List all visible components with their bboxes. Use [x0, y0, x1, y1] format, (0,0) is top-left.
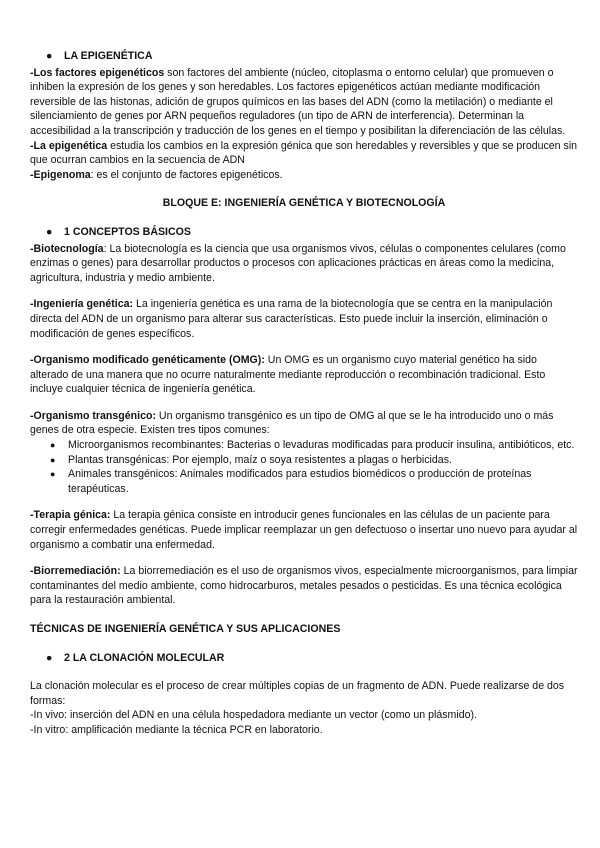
term: -Organismo modificado genéticamente (OMG): — [30, 354, 265, 367]
definition: La biorremediación es el uso de organismos vivos, especialmente microorganismos, para limpiar contaminantes del medio ambiente, como hidrocarburos, metales pesados o pesticidas. Es una técnica ecológica para la restauración ambiental. — [30, 565, 578, 607]
definition: son factores del ambiente (núcleo, citoplasma o entorno celular) que promueven o inhiben la expresión de los genes y son heredables. Los factores epigenéticos actúan mediante modificación reversible de las histonas, adición de grupos químicos en las bases del ADN (como la metilación) o mediante el silenciamiento de genes por ARN pequeños reguladores (un tipo de ARN de interferencia). Determinan la accesibilidad a la transcripción y traducción de los genes en el tiempo y posibilitan la diferenciación de las células. — [30, 66, 566, 137]
paragraph-factores-epigeneticos — [30, 66, 578, 139]
term: -Biorremediación: — [30, 565, 121, 578]
paragraph-biorremediacion — [30, 564, 578, 608]
paragraph-biotecnologia — [30, 242, 578, 286]
list-item: ● Animales transgénicos: Animales modificados para estudios biomédicos o producción de proteínas terapéuticas. — [50, 467, 578, 496]
paragraph-organismo-transgenico — [30, 409, 578, 438]
definition: estudia los cambios en la expresión génica que son heredables y reversibles y que se producen sin que ocurran cambios en la secuencia de ADN — [30, 139, 578, 167]
paragraph-in-vitro: -In vitro: amplificación mediante la técnica PCR en laboratorio. — [30, 723, 323, 736]
section-title-tecnicas: TÉCNICAS DE INGENIERÍA GENÉTICA Y SUS APLICACIONES — [30, 623, 341, 635]
paragraph-clonacion-intro: La clonación molecular es el proceso de crear múltiples copias de un fragmento de ADN. Puede realizarse de dos formas: — [30, 680, 565, 707]
definition: Un OMG es un organismo cuyo material genético ha sido alterado de una manera que no ocurre naturalmente mediante reproducción o recombinación tradicional. Esto incluye cualquier técnica de ingeniería genética. — [30, 354, 546, 396]
heading-clonacion-molecular — [46, 651, 578, 666]
definition: Un organismo transgénico es un tipo de OMG al que se le ha introducido uno o más genes de otra especie. Existen tres tipos comunes: — [30, 409, 554, 437]
paragraph-epigenoma — [30, 168, 578, 183]
term: -Epigenoma — [30, 168, 91, 181]
list-item: ● Microorganismos recombinantes: Bacterias o levaduras modificadas para producir insulina, antibióticos, etc. — [50, 438, 578, 453]
term: -Ingeniería genética: — [30, 298, 134, 311]
list-item: ● Plantas transgénicas: Por ejemplo, maíz o soya resistentes a plagas o herbicidas. — [50, 453, 578, 468]
paragraph-omg — [30, 353, 578, 397]
definition: La ingeniería genética es una rama de la biotecnología que se centra en la manipulación directa del ADN de un organismo para alterar sus características. Esto puede incluir la inserción, eliminación o modificación de genes específicos. — [30, 298, 553, 340]
paragraph-ingenieria-genetica — [30, 297, 578, 341]
term: -Los factores epigenéticos — [30, 66, 165, 79]
paragraph-epigenetica — [30, 139, 578, 168]
term: -Organismo transgénico: — [30, 409, 156, 422]
heading-conceptos-basicos — [46, 225, 578, 240]
bullet-icon: ● — [46, 50, 53, 62]
paragraph-in-vivo: -In vivo: inserción del ADN en una célula hospedadora mediante un vector (como un plásmido). — [30, 709, 477, 722]
bullet-icon: ● — [46, 225, 53, 238]
section-title-bloque-e: BLOQUE E: INGENIERÍA GENÉTICA Y BIOTECNOLOGÍA — [162, 197, 446, 210]
heading-text: 1 CONCEPTOS BÁSICOS — [64, 225, 191, 238]
heading-text: 2 LA CLONACIÓN MOLECULAR — [64, 651, 225, 664]
document-content — [30, 49, 578, 738]
definition: La terapia génica consiste en introducir genes funcionales en las células de un paciente para corregir enfermedades genéticas. Puede implicar reemplazar un gen defectuoso o insertar uno nuevo para ayudar al organismo a combatir una enfermedad. — [30, 509, 578, 551]
paragraph-terapia-genica — [30, 508, 578, 552]
heading-epigenetica — [46, 49, 578, 64]
bullet-icon: ● — [46, 651, 53, 664]
heading-text: LA EPIGENÉTICA — [64, 50, 153, 62]
term: -Biotecnología — [30, 242, 104, 255]
definition: : La biotecnología es la ciencia que usa organismos vivos, células o componentes celulares (como enzimas o genes) para desarrollar productos o procesos con aplicaciones prácticas en áreas como la medicina, agricultura, industria y medio ambiente. — [30, 242, 566, 284]
term: -Terapia génica: — [30, 509, 111, 522]
term: -La epigenética — [30, 139, 108, 152]
definition: : es el conjunto de factores epigenéticos. — [90, 168, 283, 181]
transgenic-types-list — [30, 438, 578, 496]
